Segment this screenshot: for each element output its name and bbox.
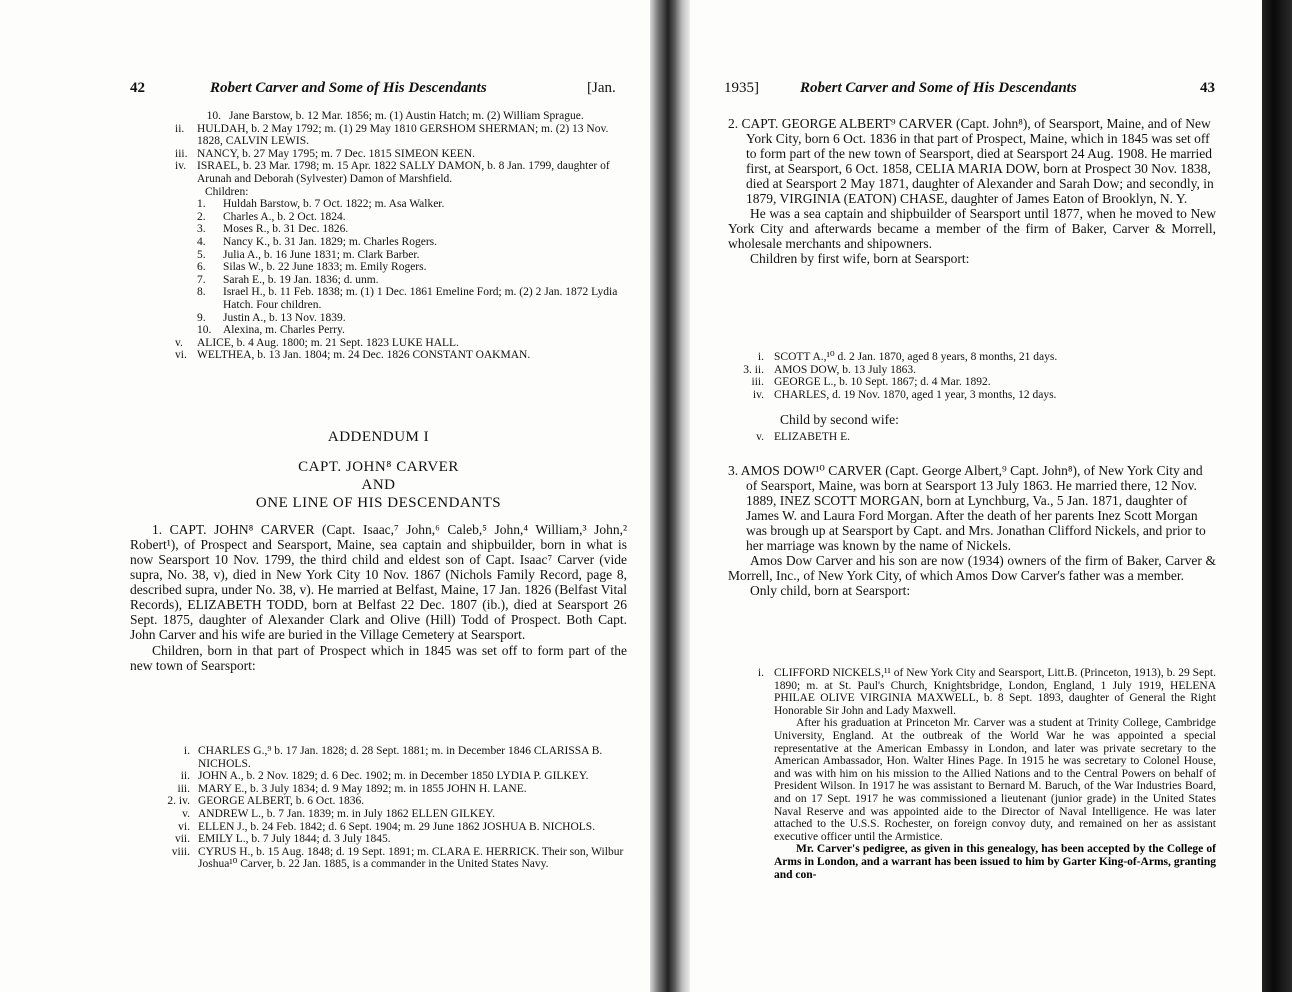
list-item: 4. Nancy K., b. 31 Jan. 1829; m. Charles Rogers. — [197, 235, 437, 248]
list-item: iv. CHARLES, d. 19 Nov. 1870, aged 1 year, 3 months, 12 days. — [752, 388, 1057, 401]
addendum-subtitle-2: AND — [361, 477, 396, 493]
first-wife-children-intro: Children by first wife, born at Searsport: — [750, 251, 970, 266]
right-upper-text — [728, 116, 1216, 266]
list-item: iii. GEORGE L., b. 10 Sept. 1867; d. 4 Mar. 1892. — [751, 376, 991, 389]
list-item: 6. Silas W., b. 22 June 1833; m. Emily Rogers. — [197, 261, 427, 274]
list-item: 9. Justin A., b. 13 Nov. 1839. — [197, 311, 346, 324]
list-item: 8. Israel H., b. 11 Feb. 1838; m. (1) 1 Dec. 1861 Emeline Ford; m. (2) 2 Jan. 1872 Lydia Hatch. Four children. — [197, 286, 618, 311]
list-item: 2. iv. GEORGE ALBERT, b. 6 Oct. 1836. — [167, 795, 365, 808]
left-main-text — [130, 522, 627, 673]
second-wife-intro: Child by second wife: — [780, 412, 899, 427]
list-item: ii. HULDAH, b. 2 May 1792; m. (1) 29 May 1810 GERSHOM SHERMAN; m. (2) 13 Nov. 1828, CALVIN LEWIS. — [175, 122, 609, 148]
list-item: vi. ELLEN J., b. 24 Feb. 1842; d. 6 Sept. 1904; m. 29 June 1862 JOSHUA B. NICHOLS. — [178, 820, 596, 833]
john-children-list — [150, 745, 627, 871]
book-gutter — [650, 0, 690, 992]
list-item: 10. Alexina, m. Charles Perry. — [197, 324, 345, 337]
george-albert-paragraph: 2. CAPT. GEORGE ALBERT⁹ CARVER (Capt. John⁸), of Searsport, Maine, and of New York City, born 6 Oct. 1836 in that part of Prospect, Maine, which in 1845 was set off to form part of the new town of Searsport, died at Searsport 24 Aug. 1908. He married first, at Searsport, 6 Oct. 1858, CELIA MARIA DOW, born at Prospect 30 Nov. 1838, died at Searsport 2 May 1871, daughter of Alexander and Sarah Dow; and secondly, in 1879, VIRGINIA (EATON) CHASE, daughter of James Eaton of Brooklyn, N. Y. — [728, 116, 1214, 206]
addendum-subtitle-1: CAPT. JOHN⁸ CARVER — [298, 459, 459, 475]
right-running-title: Robert Carver and Some of His Descendants — [800, 80, 1077, 96]
list-item: iv. ISRAEL, b. 23 Mar. 1798; m. 15 Apr. 1822 SALLY DAMON, b. 8 Jan. 1799, daughter of Arunah and Deborah (Sylvester) Damon of Marshfield. — [175, 160, 610, 185]
clifford-entry: i. CLIFFORD NICKELS,¹¹ of New York City and Searsport, Litt.B. (Princeton, 1913), b. 29 Sept. 1890; m. at St. Paul's Church, Knightsbridge, London, England, 1 July 1919, HELENA PHILAE OLIVE VIRGINIA MAXWELL, b. 8 Sept. 1893, daughter of General the Right Honorable Sir John and Lady Maxwell. — [757, 667, 1216, 717]
second-wife-section — [728, 412, 1216, 444]
list-item: 3. Moses R., b. 31 Dec. 1826. — [197, 223, 349, 236]
left-running-date: [Jan. — [587, 80, 616, 96]
scan-edge-shadow — [1262, 0, 1292, 992]
list-item: 3. ii. AMOS DOW, b. 13 July 1863. — [743, 363, 917, 376]
amos-dow-paragraph: 3. AMOS DOW¹⁰ CARVER (Capt. George Albert,⁹ Capt. John⁸), of New York City and of Searsport, Maine, was born at Searsport 13 July 1863. He married there, 12 Nov. 1889, INEZ SCOTT MORGAN, born at Lynchburg, Va., 5 Jan. 1871, daughter of James W. and Laura Ford Morgan. After the death of her parents Inez Scott Morgan was brough up at Searsport by Capt. and Mrs. Jonathan Clifford Nickels, and prior to her marriage was known by the name of Nickels. — [728, 463, 1206, 553]
list-item: i. SCOTT A.,¹⁰ d. 2 Jan. 1870, aged 8 years, 8 months, 21 days. — [757, 351, 1058, 363]
list-item: i. CHARLES G.,⁹ b. 17 Jan. 1828; d. 28 Sept. 1881; m. in December 1846 CLARISSA B. NICHOLS. — [183, 745, 603, 770]
list-item: 1. Huldah Barstow, b. 7 Oct. 1822; m. Asa Walker. — [197, 198, 445, 211]
george-albert-paragraph-2: He was a sea captain and shipbuilder of Searsport until 1877, when he moved to New York City and afterwards became a member of the firm of Baker, Carver & Morrell, wholesale merchants and shipowners. — [728, 206, 1216, 251]
amos-dow-paragraph-2: Amos Dow Carver and his son are now (1934) owners of the firm of Baker, Carver & Morrell, Inc., of New York City, of which Amos Dow Carver's father was a member. — [728, 553, 1216, 583]
amos-dow-section — [728, 463, 1216, 598]
list-item: 5. Julia A., b. 16 June 1831; m. Clark Barber. — [197, 248, 420, 261]
list-item: 2. Charles A., b. 2 Oct. 1824. — [197, 210, 346, 223]
addendum-heading — [130, 428, 627, 512]
list-item: v. ELIZABETH E. — [756, 431, 851, 443]
only-child-intro: Only child, born at Searsport: — [750, 583, 911, 598]
list-item: 10. Jane Barstow, b. 12 Mar. 1856; m. (1) Austin Hatch; m. (2) William Sprague. — [206, 110, 584, 122]
clifford-pedigree-paragraph: Mr. Carver's pedigree, as given in this genealogy, has been accepted by the College of Arms in London, and a warrant has been issued to him by Garter King-of-Arms, granting and con- — [774, 843, 1216, 881]
addendum-subtitle-3: ONE LINE OF HIS DESCENDANTS — [255, 495, 502, 511]
left-running-title: Robert Carver and Some of His Descendants — [210, 80, 487, 96]
list-item: viii. CYRUS H., b. 15 Aug. 1848; d. 19 Sept. 1891; m. CLARA E. HERRICK. Their son, Wilbur Joshua¹⁰ Carver, b. 22 Jan. 1885, is a commander in the United States Navy. — [171, 845, 624, 871]
john-carver-paragraph: 1. CAPT. JOHN⁸ CARVER (Capt. Isaac,⁷ John,⁶ Caleb,⁵ John,⁴ William,³ John,² Robert¹), of Prospect and Searsport, Maine, sea captain and shipbuilder, born in what is now Searsport 10 Nov. 1799, the third child and eldest son of Capt. Isaac⁷ Carver (vide supra, No. 38, v), died in New York City 10 Nov. 1867 (Nichols Family Record, page 8, described supra, under No. 38, v). He married at Belfast, Maine, 17 Jan. 1826 (Belfast Vital Records), ELIZABETH TODD, born at Belfast 22 Dec. 1807 (ib.), died at Searsport 26 Sept. 1875, daughter of Alexander Clark and Olive (Hill) Todd of Prospect. Both Capt. John Carver and his wife are buried in the Village Cemetery at Searsport. — [130, 522, 627, 642]
list-item: v. ANDREW L., b. 7 Jan. 1839; m. in July 1862 ELLEN GILKEY. — [182, 807, 495, 820]
list-item: 7. Sarah E., b. 19 Jan. 1836; d. unm. — [197, 273, 379, 286]
first-wife-children-list — [728, 351, 1216, 401]
clifford-section — [728, 667, 1216, 881]
children-label: Children: — [205, 185, 249, 198]
list-item: vi. WELTHEA, b. 13 Jan. 1804; m. 24 Dec. 1826 CONSTANT OAKMAN. — [175, 349, 531, 362]
right-page — [690, 0, 1292, 992]
right-running-date: 1935] — [724, 80, 759, 96]
left-top-entries — [175, 110, 627, 362]
list-item: iii. MARY E., b. 3 July 1834; d. 9 May 1892; m. in 1855 JOHN H. LANE. — [177, 782, 527, 795]
list-item: ii. JOHN A., b. 2 Nov. 1829; d. 6 Dec. 1902; m. in December 1850 LYDIA P. GILKEY. — [180, 770, 589, 783]
left-page-number: 42 — [130, 80, 145, 96]
children-list — [175, 198, 627, 337]
clifford-career-paragraph: After his graduation at Princeton Mr. Carver was a student at Trinity College, Cambridge University, England. At the outbreak of the World War he was appointed a special representative at the American Embassy in London, and later was private secretary to the American Ambassador, Hon. Walter Hines Page. In 1915 he was secretary to Colonel House, and was with him on his mission to the Allied Nations and to the Central Powers on behalf of President Wilson. In 1917 he was assistant to Bernard M. Baruch, of the War Industries Board, and on 17 Sept. 1917 he was commissioned a lieutenant (junior grade) in the United States Naval Reserve and was appointed aide to the Director of Naval Intelligence. He was later attached to the U.S.S. Rochester, on foreign convoy duty, and remained on her as assistant executive officer until the Armistice. — [774, 717, 1216, 843]
list-item: vii. EMILY L., b. 7 July 1844; d. 3 July 1845. — [174, 833, 391, 846]
list-item: v. ALICE, b. 4 Aug. 1800; m. 21 Sept. 1823 LUKE HALL. — [175, 336, 459, 349]
children-intro: Children, born in that part of Prospect which in 1845 was set off to form part of the new town of Searsport: — [130, 643, 627, 673]
addendum-title: ADDENDUM I — [327, 429, 430, 445]
list-item: iii. NANCY, b. 27 May 1795; m. 7 Dec. 1815 SIMEON KEEN. — [175, 147, 476, 160]
right-page-number: 43 — [1200, 80, 1215, 96]
